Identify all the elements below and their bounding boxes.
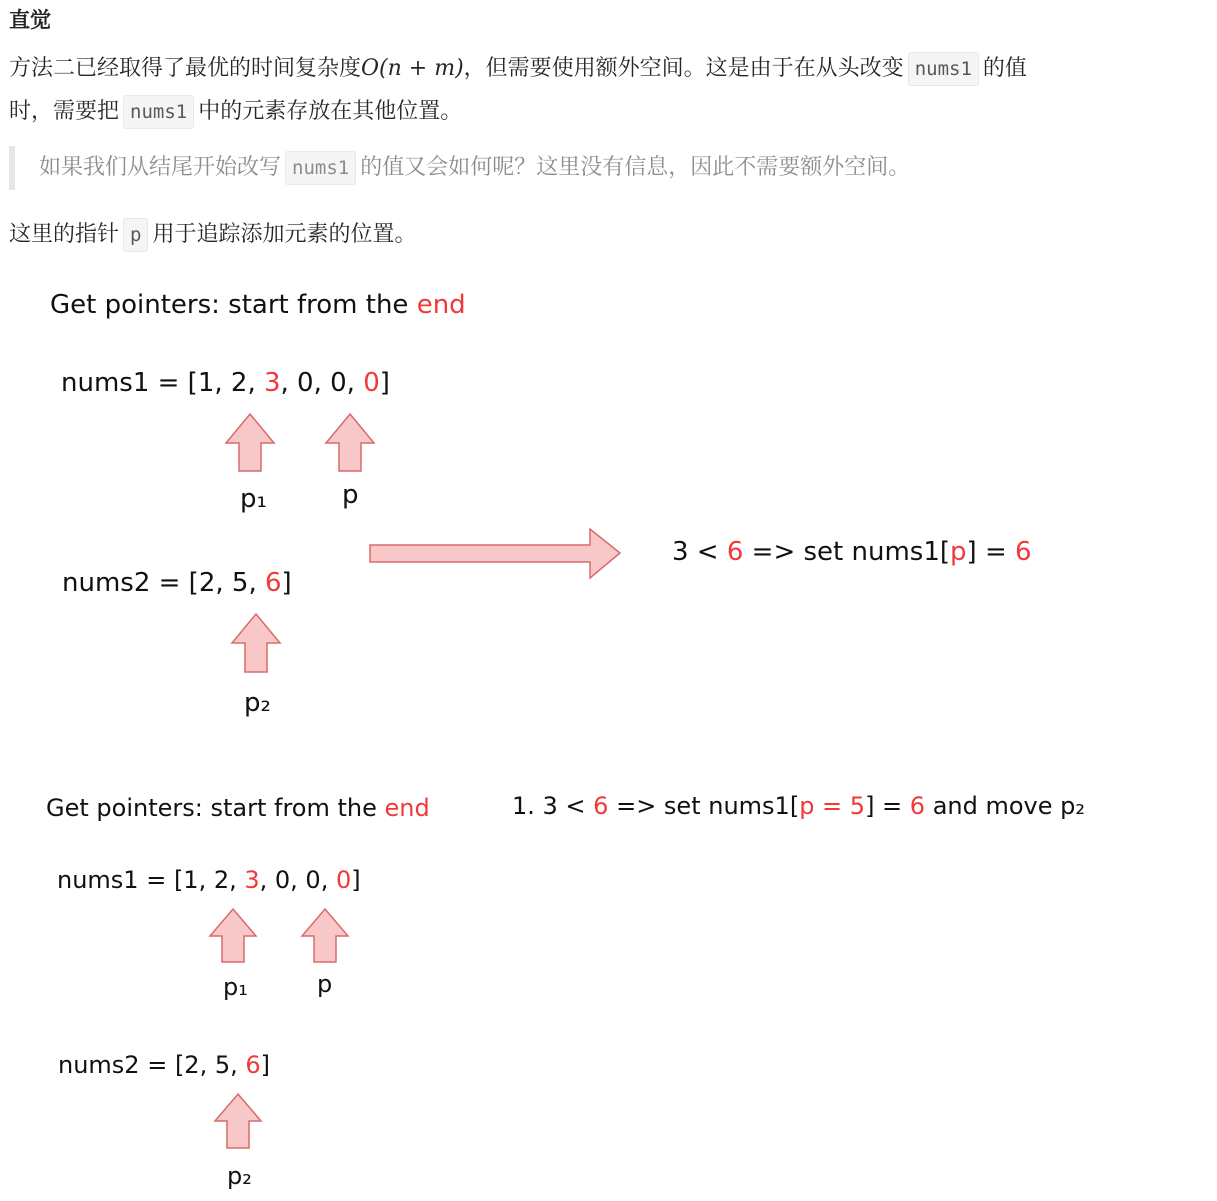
figure2-nums1	[57, 866, 361, 894]
array-text: nums2 = [2, 5,	[62, 568, 265, 598]
up-arrow-p1	[226, 414, 274, 471]
intro-text: 时，需要把	[9, 99, 120, 124]
right-arrow	[370, 529, 620, 578]
quote-text: 的值又会如何呢？这里没有信息，因此不需要额外空间。	[360, 155, 911, 180]
highlight-value: 6	[726, 537, 744, 567]
highlight-value: 6	[593, 792, 609, 820]
figure1-note	[672, 537, 1032, 567]
label-p1: p₁	[240, 484, 267, 514]
inline-code-nums1: nums1	[123, 95, 194, 129]
note-text: ] =	[966, 537, 1016, 567]
figure1-title	[50, 290, 466, 320]
step-text: 1. 3 <	[512, 792, 594, 820]
highlight-end: end	[384, 794, 430, 822]
intro-text: ，但需要使用额外空间。这是由于在从头改变	[463, 56, 904, 81]
figure2-nums2	[58, 1051, 270, 1079]
note-text: 3 <	[672, 537, 727, 567]
highlight-value: 0	[335, 866, 352, 894]
label-p-step: p	[317, 970, 333, 998]
up-arrow-p-step	[302, 909, 348, 962]
note-text: => set nums1[	[743, 537, 951, 567]
intro-text: 方法二已经取得了最优的时间复杂度	[9, 56, 362, 81]
array-text: ]	[379, 368, 390, 398]
inline-code-nums1: nums1	[908, 52, 979, 86]
array-text: nums1 = [1, 2,	[57, 866, 245, 894]
up-arrow-p2-step	[215, 1094, 261, 1148]
paragraph-text: 用于追踪添加元素的位置。	[152, 222, 417, 247]
array-text: , 0, 0,	[259, 866, 336, 894]
highlight-value: 6	[909, 792, 926, 820]
highlight-value: 3	[263, 368, 281, 398]
array-text: ]	[260, 1051, 271, 1079]
array-text: nums1 = [1, 2,	[61, 368, 264, 398]
inline-code-nums1: nums1	[285, 151, 356, 185]
intro-text: 的值	[982, 56, 1027, 81]
label-p1-step: p₁	[223, 973, 248, 1001]
step-text: ] =	[865, 792, 910, 820]
step-text: and move p₂	[925, 792, 1086, 820]
figure1-nums2	[62, 568, 292, 598]
step-text: => set nums1[	[608, 792, 800, 820]
array-text: , 0, 0,	[280, 368, 364, 398]
highlight-value: p = 5	[799, 792, 866, 820]
array-text: ]	[281, 568, 292, 598]
label-p2-step: p₂	[227, 1162, 252, 1190]
paragraph-text: 这里的指针	[9, 222, 120, 247]
label-p2: p₂	[244, 688, 271, 718]
complexity-formula: O(n + m)	[361, 56, 464, 81]
highlight-value: p	[950, 537, 967, 567]
figure1-nums1	[61, 368, 390, 398]
highlight-value: 6	[264, 568, 282, 598]
figure2-step	[512, 792, 1085, 820]
array-text: nums2 = [2, 5,	[58, 1051, 246, 1079]
label-p: p	[342, 480, 359, 510]
highlight-value: 6	[1015, 537, 1032, 567]
intro-text: 中的元素存放在其他位置。	[198, 99, 463, 124]
highlight-value: 3	[244, 866, 260, 894]
quote-text: 如果我们从结尾开始改写	[39, 155, 282, 180]
inline-code-p: p	[123, 218, 148, 252]
figure-text: Get pointers: start from the	[50, 290, 417, 320]
figure2-title	[46, 794, 430, 822]
section-heading: 直觉	[9, 8, 51, 32]
highlight-value: 0	[363, 368, 380, 398]
up-arrow-p	[326, 414, 374, 471]
array-text: ]	[351, 866, 361, 894]
figure-text: Get pointers: start from the	[46, 794, 385, 822]
up-arrow-p2	[232, 614, 280, 672]
highlight-end: end	[416, 290, 466, 320]
highlight-value: 6	[245, 1051, 261, 1079]
up-arrow-p1-step	[210, 909, 256, 962]
